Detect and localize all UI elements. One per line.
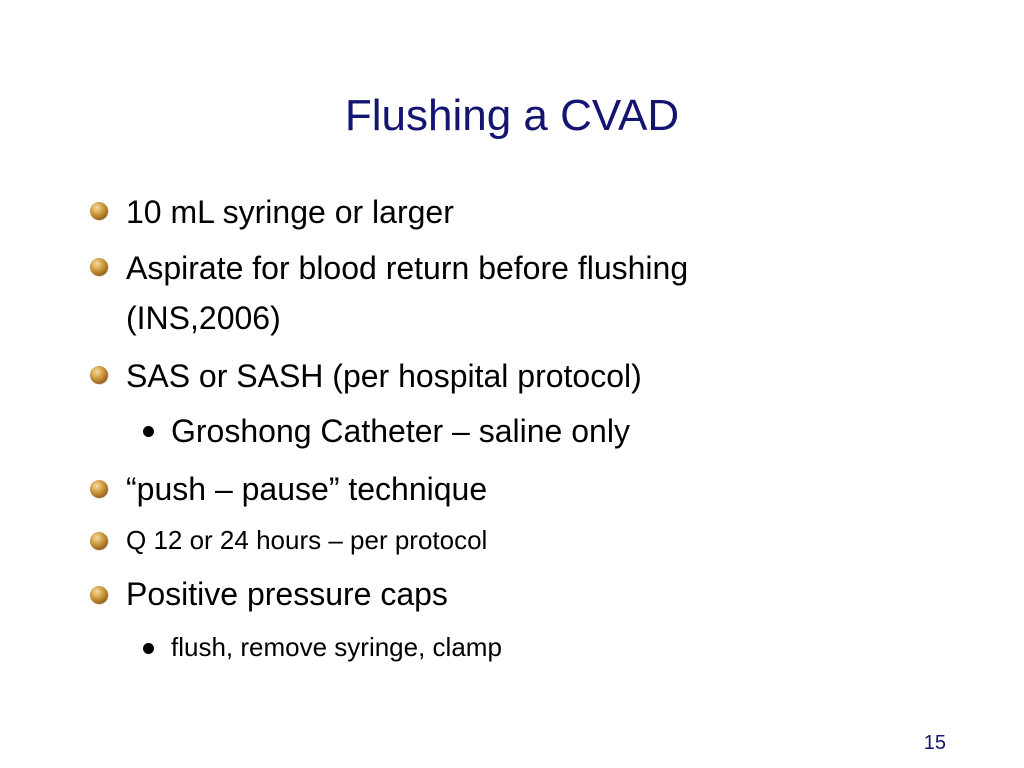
bullet-text-continuation: (INS,2006) [126,300,281,336]
bullet-text: Q 12 or 24 hours – per protocol [126,525,488,555]
bullet-ball-icon [90,366,108,384]
bullet-text: Aspirate for blood return before flushing [126,250,689,286]
sub-bullet-dot-icon [143,426,154,437]
page-number: 15 [923,732,946,754]
bullet-text: “push – pause” technique [126,471,488,507]
bullet-text: 10 mL syringe or larger [126,194,454,230]
bullet-text: Positive pressure caps [126,576,448,612]
bullet-ball-icon [90,532,108,550]
slide-title: Flushing a CVAD [344,91,680,140]
bullet-ball-icon [90,258,108,276]
sub-bullet-text: flush, remove syringe, clamp [171,632,502,662]
sub-bullet-text: Groshong Catheter – saline only [171,413,630,449]
bullet-text: SAS or SASH (per hospital protocol) [126,358,642,394]
bullet-ball-icon [90,586,108,604]
bullet-ball-icon [90,480,108,498]
bullet-ball-icon [90,202,108,220]
sub-bullet-dot-icon [143,643,154,654]
